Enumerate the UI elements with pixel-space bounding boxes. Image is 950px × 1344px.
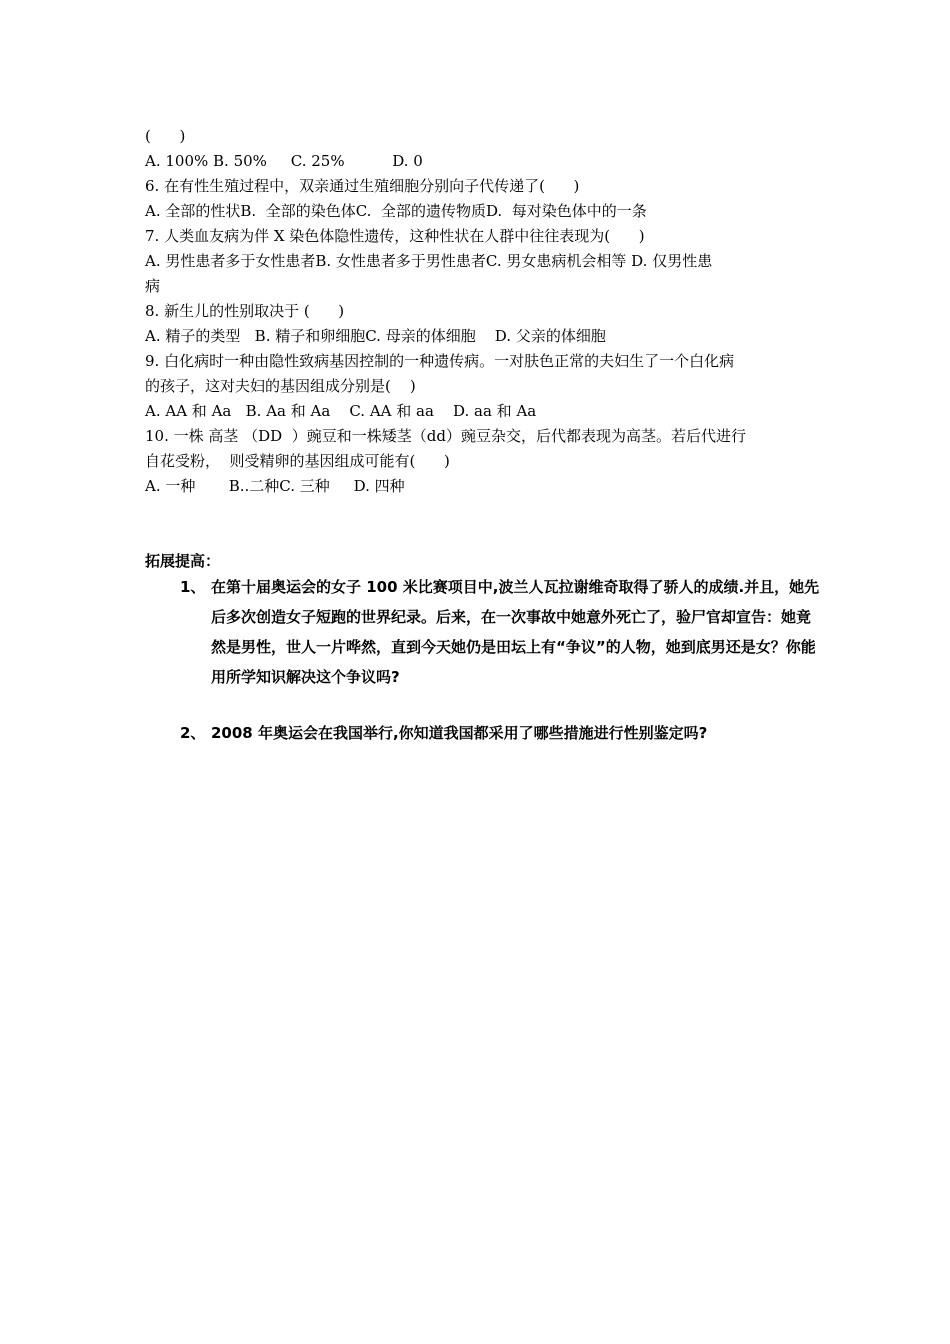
question-line: 9. 白化病时一种由隐性致病基因控制的一种遗传病。一对肤色正常的夫妇生了一个白化病 [145, 352, 735, 370]
extension-item-text: 在第十届奥运会的女子 100 米比赛项目中,波兰人瓦拉谢维奇取得了骄人的成绩.并且，她先后多次创造女子短跑的世界纪录。后来，在一次事故中她意外死亡了，验尸官却宣告：她竟然是男性，世人一片哗然，直到今天她仍是田坛上有“争议”的人物，她到底男还是女？你能用所学知识解决这个争议吗? [211, 578, 820, 686]
question-line: 7. 人类血友病为伴 X 染色体隐性遗传，这种性状在人群中往往表现为( ) [145, 227, 645, 245]
question-line: 病 [145, 277, 161, 295]
extension-item-number: 2、 [180, 724, 206, 742]
question-list [145, 124, 815, 499]
question-line: 6. 在有性生殖过程中，双亲通过生殖细胞分别向子代传递了( ) [145, 177, 580, 195]
extension-item-number: 1、 [180, 578, 206, 596]
question-line: 8. 新生儿的性别取决于 ( ) [145, 302, 345, 320]
question-line: A. 男性患者多于女性患者B. 女性患者多于男性患者C. 男女患病机会相等 D. 仅男性患 [145, 252, 713, 270]
extension-item [180, 572, 820, 692]
question-line: 的孩子，这对夫妇的基因组成分别是( ) [145, 377, 416, 395]
extension-item-text: 2008 年奥运会在我国举行,你知道我国都采用了哪些措施进行性别鉴定吗? [211, 724, 708, 742]
section-title: 拓展提高： [145, 552, 221, 570]
question-line: ( ) [145, 127, 186, 145]
question-line: A. 全部的性状B. 全部的染色体C. 全部的遗传物质D. 每对染色体中的一条 [145, 202, 647, 220]
question-line: A. 一种 B..二种C. 三种 D. 四种 [145, 477, 405, 495]
question-line: A. AA 和 Aa B. Aa 和 Aa C. AA 和 aa D. aa 和 Aa [145, 402, 537, 420]
extension-item [180, 718, 820, 748]
question-line: A. 精子的类型 B. 精子和卵细胞C. 母亲的体细胞 D. 父亲的体细胞 [145, 327, 606, 345]
question-line: 自花受粉， 则受精卵的基因组成可能有( ) [145, 452, 450, 470]
question-line: 10. 一株 高茎 （DD ）豌豆和一株矮茎（dd）豌豆杂交，后代都表现为高茎。若后代进行 [145, 427, 746, 445]
question-line: A. 100% B. 50% C. 25% D. 0 [145, 152, 423, 170]
